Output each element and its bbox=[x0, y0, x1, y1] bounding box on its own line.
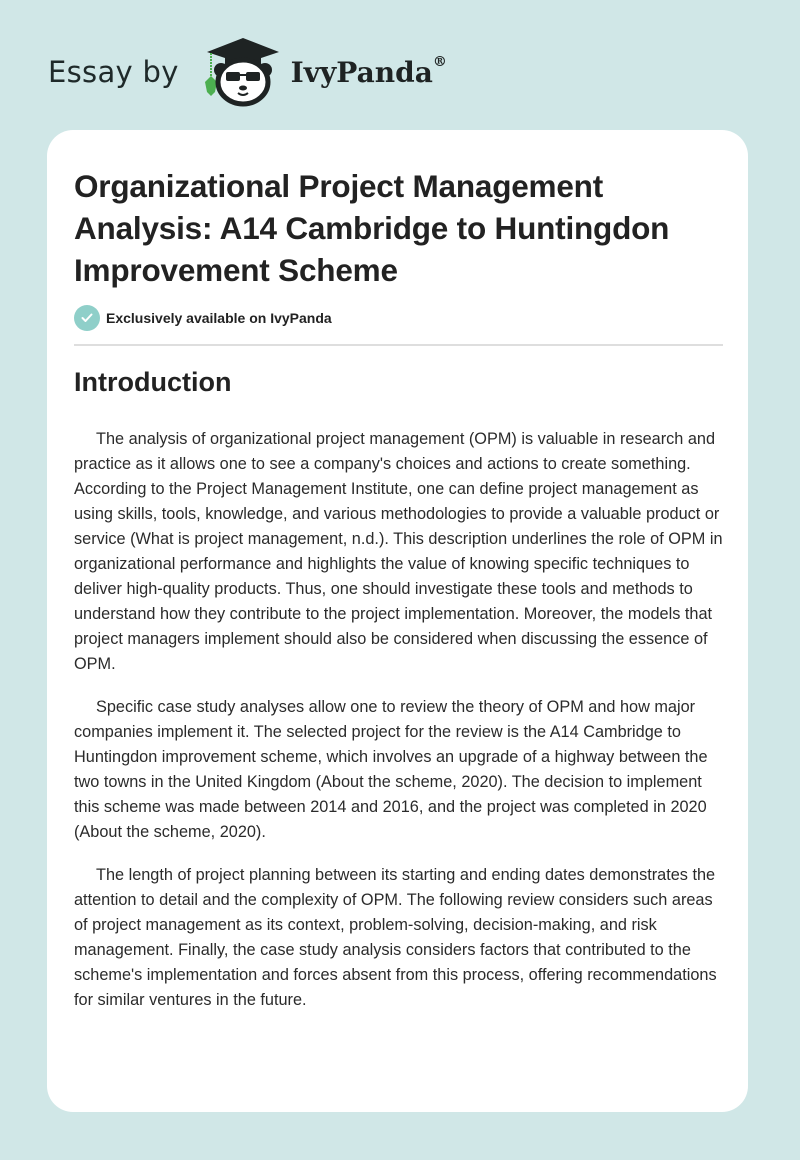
site-header-brand[interactable] bbox=[48, 36, 447, 108]
paragraph: The analysis of organizational project management (OPM) is valuable in research and practice as it allows one to see a company's choices and actions to create something. According to the Project Management Institute, one can define project management as using skills, tools, knowledge, and various methodologies to provide a valuable product or service (What is project management, n.d.). This description underlines the role of OPM in organizational performance and highlights the value of knowing specific techniques to deliver high-quality products. Thus, one should investigate these tools and methods to understand how they contribute to the project implementation. Moreover, the models that project managers implement should also be considered when discussing the essence of OPM. bbox=[74, 430, 723, 673]
exclusive-badge-text: Exclusively available on IvyPanda bbox=[106, 310, 332, 326]
brand-name: IvyPanda® bbox=[290, 53, 447, 89]
registered-mark: ® bbox=[432, 53, 447, 70]
divider bbox=[74, 344, 723, 346]
essay-card bbox=[47, 130, 748, 1112]
section-heading: Introduction bbox=[74, 367, 232, 397]
paragraph: The length of project planning between its starting and ending dates demonstrates the attention to detail and the complexity of OPM. The following review considers such areas of project management as its context, problem-solving, decision-making, and risk management. Finally, the case study analysis considers factors that contributed to the scheme's implementation and forces absent from this process, offering recommendations for similar ventures in the future. bbox=[74, 866, 717, 1009]
essay-by-label: Essay by bbox=[48, 55, 179, 89]
essay-body bbox=[74, 427, 726, 1031]
exclusive-badge bbox=[74, 305, 332, 331]
paragraph: Specific case study analyses allow one to review the theory of OPM and how major companies implement it. The selected project for the review is the A14 Cambridge to Huntingdon improvement scheme, which involves an upgrade of a highway between the two towns in the United Kingdom (About the scheme, 2020). The decision to implement this scheme was made between 2014 and 2016, and the project was completed in 2020 (About the scheme, 2020). bbox=[74, 698, 708, 841]
panda-graduation-cap-icon bbox=[197, 36, 289, 108]
essay-title: Organizational Project Management Analysis: A14 Cambridge to Huntingdon Improvement Scheme bbox=[74, 168, 670, 288]
check-circle-icon bbox=[74, 305, 100, 331]
